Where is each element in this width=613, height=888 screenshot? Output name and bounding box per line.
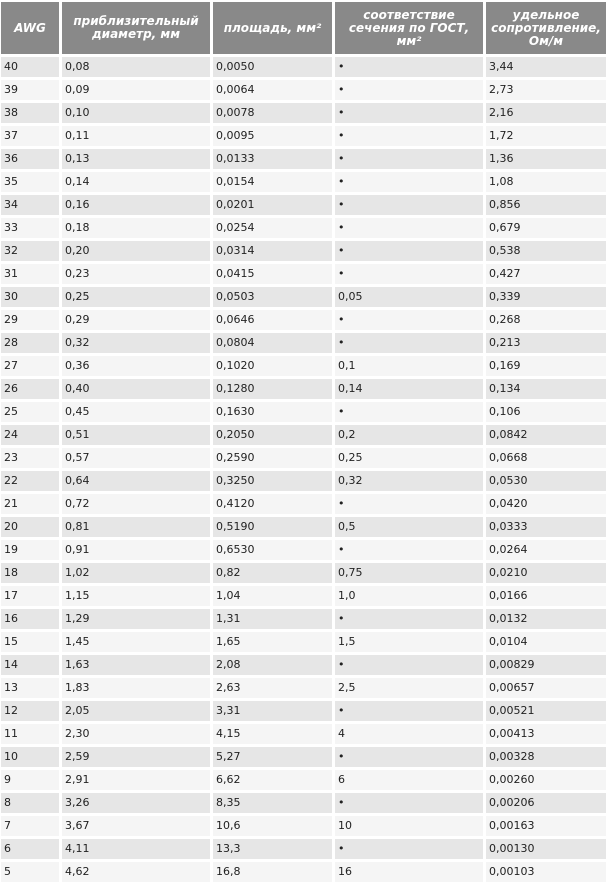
table-row [1,586,606,606]
cell-diameter: 0,08 [62,57,210,77]
table-row [1,724,606,744]
cell-resistance: 0,106 [486,402,606,422]
cell-diameter: 2,30 [62,724,210,744]
cell-diameter: 0,13 [62,149,210,169]
table-row [1,770,606,790]
table-row [1,862,606,882]
cell-awg: 30 [1,287,59,307]
table-row [1,540,606,560]
cell-gost-section: 2,5 [335,678,483,698]
cell-resistance: 2,73 [486,80,606,100]
cell-resistance: 0,134 [486,379,606,399]
cell-awg: 36 [1,149,59,169]
table-row [1,402,606,422]
cell-resistance: 0,00206 [486,793,606,813]
cell-awg: 5 [1,862,59,882]
cell-area: 0,0078 [213,103,332,123]
header-row [1,2,606,54]
cell-area: 1,65 [213,632,332,652]
cell-area: 0,0415 [213,264,332,284]
cell-resistance: 0,0842 [486,425,606,445]
cell-resistance: 0,00657 [486,678,606,698]
cell-diameter: 0,64 [62,471,210,491]
cell-diameter: 0,09 [62,80,210,100]
cell-resistance: 0,213 [486,333,606,353]
cell-area: 0,3250 [213,471,332,491]
cell-awg: 8 [1,793,59,813]
cell-diameter: 1,02 [62,563,210,583]
cell-resistance: 0,538 [486,241,606,261]
cell-gost-section: • [335,494,483,514]
cell-area: 0,1020 [213,356,332,376]
table-row [1,517,606,537]
cell-diameter: 3,26 [62,793,210,813]
cell-area: 1,31 [213,609,332,629]
cell-area: 6,62 [213,770,332,790]
cell-gost-section: 0,2 [335,425,483,445]
table-row [1,149,606,169]
cell-diameter: 2,05 [62,701,210,721]
cell-awg: 6 [1,839,59,859]
cell-diameter: 0,40 [62,379,210,399]
cell-diameter: 0,45 [62,402,210,422]
table-row [1,80,606,100]
cell-resistance: 0,0132 [486,609,606,629]
cell-gost-section: 0,25 [335,448,483,468]
cell-resistance: 0,679 [486,218,606,238]
cell-awg: 12 [1,701,59,721]
cell-gost-section: 1,5 [335,632,483,652]
table-row [1,126,606,146]
table-row [1,103,606,123]
table-row [1,264,606,284]
cell-gost-section: 0,14 [335,379,483,399]
cell-diameter: 0,72 [62,494,210,514]
header-awg: AWG [1,2,59,54]
cell-resistance: 0,0668 [486,448,606,468]
cell-gost-section: 1,0 [335,586,483,606]
table-row [1,747,606,767]
cell-area: 0,2050 [213,425,332,445]
cell-area: 10,6 [213,816,332,836]
cell-area: 0,6530 [213,540,332,560]
cell-resistance: 0,00130 [486,839,606,859]
cell-resistance: 0,00163 [486,816,606,836]
cell-resistance: 0,169 [486,356,606,376]
cell-gost-section: 0,75 [335,563,483,583]
cell-area: 0,0133 [213,149,332,169]
cell-diameter: 1,15 [62,586,210,606]
table-row [1,195,606,215]
cell-diameter: 4,62 [62,862,210,882]
cell-area: 13,3 [213,839,332,859]
cell-area: 16,8 [213,862,332,882]
cell-resistance: 0,0104 [486,632,606,652]
table-row [1,609,606,629]
header-area: площадь, мм² [213,2,332,54]
cell-resistance: 0,268 [486,310,606,330]
cell-gost-section: 4 [335,724,483,744]
cell-gost-section: • [335,747,483,767]
cell-diameter: 1,83 [62,678,210,698]
cell-area: 8,35 [213,793,332,813]
cell-diameter: 2,91 [62,770,210,790]
cell-resistance: 0,00260 [486,770,606,790]
cell-resistance: 0,0210 [486,563,606,583]
cell-diameter: 0,18 [62,218,210,238]
cell-diameter: 0,32 [62,333,210,353]
cell-gost-section: • [335,402,483,422]
cell-area: 0,1630 [213,402,332,422]
cell-awg: 21 [1,494,59,514]
cell-area: 2,08 [213,655,332,675]
cell-diameter: 0,57 [62,448,210,468]
cell-diameter: 0,20 [62,241,210,261]
cell-area: 0,0095 [213,126,332,146]
cell-resistance: 0,0166 [486,586,606,606]
cell-resistance: 3,44 [486,57,606,77]
cell-area: 0,0201 [213,195,332,215]
cell-gost-section: 16 [335,862,483,882]
cell-diameter: 4,11 [62,839,210,859]
table-row [1,701,606,721]
cell-diameter: 0,29 [62,310,210,330]
table-row [1,287,606,307]
table-row [1,839,606,859]
cell-gost-section: 0,1 [335,356,483,376]
cell-awg: 14 [1,655,59,675]
cell-awg: 22 [1,471,59,491]
cell-area: 2,63 [213,678,332,698]
cell-gost-section: • [335,57,483,77]
cell-resistance: 0,0333 [486,517,606,537]
cell-gost-section: 0,32 [335,471,483,491]
cell-gost-section: • [335,655,483,675]
table-row [1,310,606,330]
cell-resistance: 1,08 [486,172,606,192]
cell-area: 0,2590 [213,448,332,468]
cell-diameter: 0,16 [62,195,210,215]
cell-resistance: 0,0530 [486,471,606,491]
cell-area: 0,0314 [213,241,332,261]
cell-awg: 15 [1,632,59,652]
cell-gost-section: • [335,126,483,146]
cell-awg: 20 [1,517,59,537]
cell-gost-section: • [335,195,483,215]
cell-area: 0,82 [213,563,332,583]
cell-awg: 31 [1,264,59,284]
cell-awg: 32 [1,241,59,261]
cell-diameter: 0,91 [62,540,210,560]
cell-area: 0,1280 [213,379,332,399]
cell-diameter: 0,23 [62,264,210,284]
cell-awg: 33 [1,218,59,238]
cell-resistance: 0,00829 [486,655,606,675]
table-row [1,816,606,836]
cell-awg: 18 [1,563,59,583]
cell-awg: 27 [1,356,59,376]
cell-gost-section: 0,5 [335,517,483,537]
cell-gost-section: • [335,264,483,284]
cell-gost-section: • [335,540,483,560]
cell-awg: 10 [1,747,59,767]
cell-awg: 38 [1,103,59,123]
cell-awg: 28 [1,333,59,353]
cell-area: 0,4120 [213,494,332,514]
cell-gost-section: • [335,839,483,859]
table-row [1,678,606,698]
table-row [1,494,606,514]
table-row [1,563,606,583]
cell-resistance: 0,00521 [486,701,606,721]
cell-awg: 13 [1,678,59,698]
cell-awg: 35 [1,172,59,192]
cell-area: 0,0804 [213,333,332,353]
cell-area: 0,0646 [213,310,332,330]
table-body [1,57,606,882]
cell-awg: 39 [1,80,59,100]
cell-awg: 7 [1,816,59,836]
cell-gost-section: 6 [335,770,483,790]
cell-area: 0,5190 [213,517,332,537]
cell-gost-section: • [335,310,483,330]
cell-resistance: 0,00103 [486,862,606,882]
cell-area: 0,0154 [213,172,332,192]
table-row [1,448,606,468]
cell-gost-section: 10 [335,816,483,836]
cell-gost-section: • [335,241,483,261]
header-diameter: приблизительный диаметр, мм [62,2,210,54]
cell-awg: 34 [1,195,59,215]
cell-resistance: 0,0420 [486,494,606,514]
cell-awg: 17 [1,586,59,606]
table-row [1,356,606,376]
cell-area: 4,15 [213,724,332,744]
table-row [1,425,606,445]
cell-area: 0,0064 [213,80,332,100]
cell-gost-section: • [335,609,483,629]
cell-diameter: 3,67 [62,816,210,836]
cell-resistance: 0,427 [486,264,606,284]
cell-diameter: 0,10 [62,103,210,123]
cell-diameter: 0,81 [62,517,210,537]
cell-diameter: 1,45 [62,632,210,652]
cell-awg: 24 [1,425,59,445]
header-resistance: удельное сопротивление, Ом/м [486,2,606,54]
cell-area: 0,0050 [213,57,332,77]
header-gost-section: соответствие сечения по ГОСТ, мм² [335,2,483,54]
cell-diameter: 0,36 [62,356,210,376]
cell-gost-section: • [335,218,483,238]
cell-awg: 25 [1,402,59,422]
cell-awg: 19 [1,540,59,560]
cell-resistance: 0,339 [486,287,606,307]
cell-gost-section: • [335,149,483,169]
cell-diameter: 2,59 [62,747,210,767]
table-row [1,333,606,353]
table-row [1,241,606,261]
table-row [1,57,606,77]
cell-gost-section: • [335,80,483,100]
cell-awg: 16 [1,609,59,629]
cell-awg: 26 [1,379,59,399]
cell-resistance: 1,72 [486,126,606,146]
cell-area: 1,04 [213,586,332,606]
cell-gost-section: • [335,701,483,721]
table-row [1,471,606,491]
table-row [1,655,606,675]
cell-resistance: 0,00328 [486,747,606,767]
cell-awg: 9 [1,770,59,790]
table-row [1,632,606,652]
table-header [1,2,606,54]
cell-diameter: 1,29 [62,609,210,629]
cell-resistance: 0,856 [486,195,606,215]
cell-diameter: 0,25 [62,287,210,307]
cell-resistance: 0,00413 [486,724,606,744]
cell-gost-section: • [335,333,483,353]
cell-diameter: 1,63 [62,655,210,675]
table-row [1,379,606,399]
cell-resistance: 1,36 [486,149,606,169]
cell-diameter: 0,51 [62,425,210,445]
table-row [1,172,606,192]
cell-area: 0,0254 [213,218,332,238]
cell-diameter: 0,14 [62,172,210,192]
cell-awg: 23 [1,448,59,468]
cell-area: 5,27 [213,747,332,767]
cell-area: 0,0503 [213,287,332,307]
table-row [1,793,606,813]
cell-awg: 37 [1,126,59,146]
cell-diameter: 0,11 [62,126,210,146]
table-row [1,218,606,238]
cell-awg: 40 [1,57,59,77]
cell-area: 3,31 [213,701,332,721]
cell-gost-section: • [335,103,483,123]
cell-resistance: 2,16 [486,103,606,123]
cell-awg: 11 [1,724,59,744]
cell-gost-section: • [335,172,483,192]
cell-gost-section: 0,05 [335,287,483,307]
cell-awg: 29 [1,310,59,330]
cell-resistance: 0,0264 [486,540,606,560]
cell-gost-section: • [335,793,483,813]
